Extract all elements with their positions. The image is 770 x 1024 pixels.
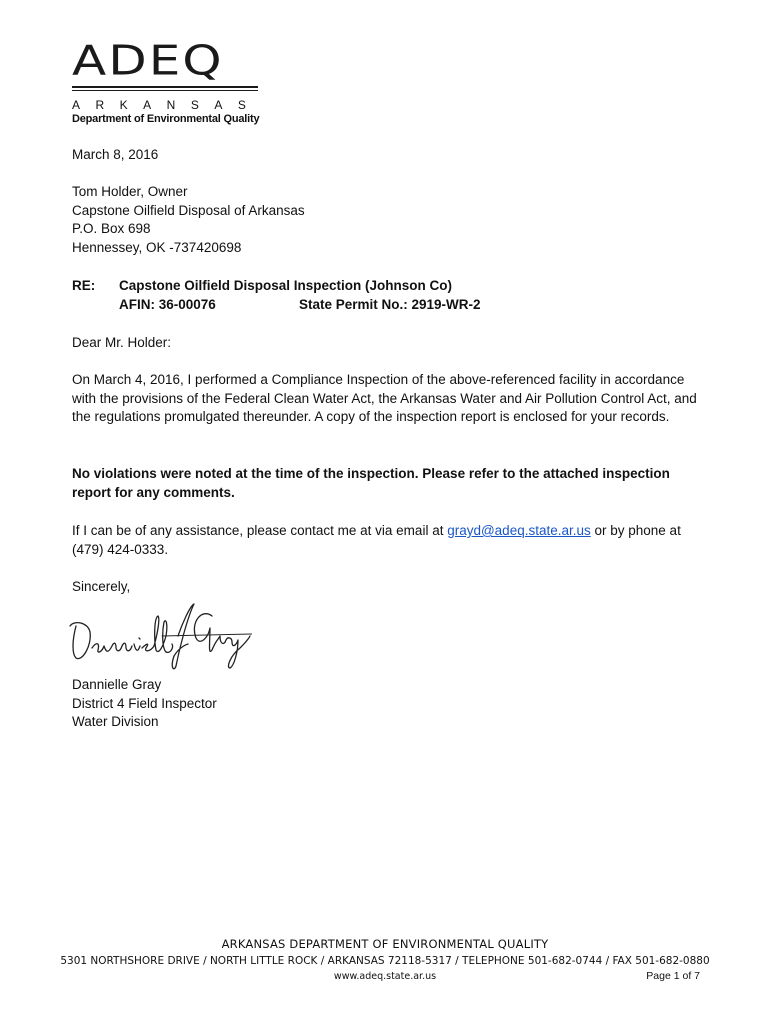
contact-text-after: or by phone at (479) 424-0333. (72, 523, 681, 557)
re-permit: State Permit No.: 2919-WR-2 (299, 297, 481, 312)
signer-name: Dannielle Gray (72, 677, 162, 692)
logo-department: Department of Environmental Quality (72, 113, 260, 125)
email-link[interactable]: grayd@adeq.state.ar.us (447, 523, 591, 538)
logo-rule-thin (72, 90, 258, 91)
logo-state: ARKANSAS (72, 98, 262, 112)
contact-text-before: If I can be of any assistance, please contact me at via email at (72, 523, 448, 538)
signer-division: Water Division (72, 714, 159, 729)
re-afin: AFIN: 36-00076 (119, 297, 216, 312)
logo-rule (72, 86, 258, 88)
recipient-line-1: Tom Holder, Owner (72, 184, 188, 199)
logo-wordmark: ADEQ (72, 36, 224, 85)
adeq-logo (72, 36, 287, 125)
handwritten-signature (62, 596, 252, 674)
recipient-line-2: Capstone Oilfield Disposal of Arkansas (72, 203, 305, 218)
salutation: Dear Mr. Holder: (72, 335, 172, 350)
signer-title: District 4 Field Inspector (72, 696, 217, 711)
footer-website: www.adeq.state.ar.us (333, 971, 437, 982)
paragraph-no-violations: No violations were noted at the time of the inspection. Please refer to the attached inspection report for any comments. (72, 466, 670, 500)
recipient-line-3: P.O. Box 698 (72, 221, 151, 236)
footer-address: 5301 NORTHSHORE DRIVE / NORTH LITTLE ROCK / ARKANSAS 72118-5317 / TELEPHONE 501-682-0744 / FAX 501-682-0880 (60, 955, 710, 967)
recipient-line-4: Hennessey, OK -737420698 (72, 240, 242, 255)
paragraph-inspection: On March 4, 2016, I performed a Compliance Inspection of the above-referenced facility in accordance with the provisions of the Federal Clean Water Act, the Arkansas Water and Air Pollution Control Act, and the regulations promulgated thereunder. A copy of the inspection report is enclosed for your records. (72, 372, 697, 425)
re-label: RE: (72, 278, 96, 293)
re-subject: Capstone Oilfield Disposal Inspection (Johnson Co) (119, 278, 453, 293)
letter-date: March 8, 2016 (72, 147, 159, 162)
paragraph-contact (72, 522, 702, 559)
closing: Sincerely, (72, 579, 131, 594)
page-number: Page 1 of 7 (646, 970, 700, 982)
footer-organization: ARKANSAS DEPARTMENT OF ENVIRONMENTAL QUALITY (221, 937, 549, 951)
